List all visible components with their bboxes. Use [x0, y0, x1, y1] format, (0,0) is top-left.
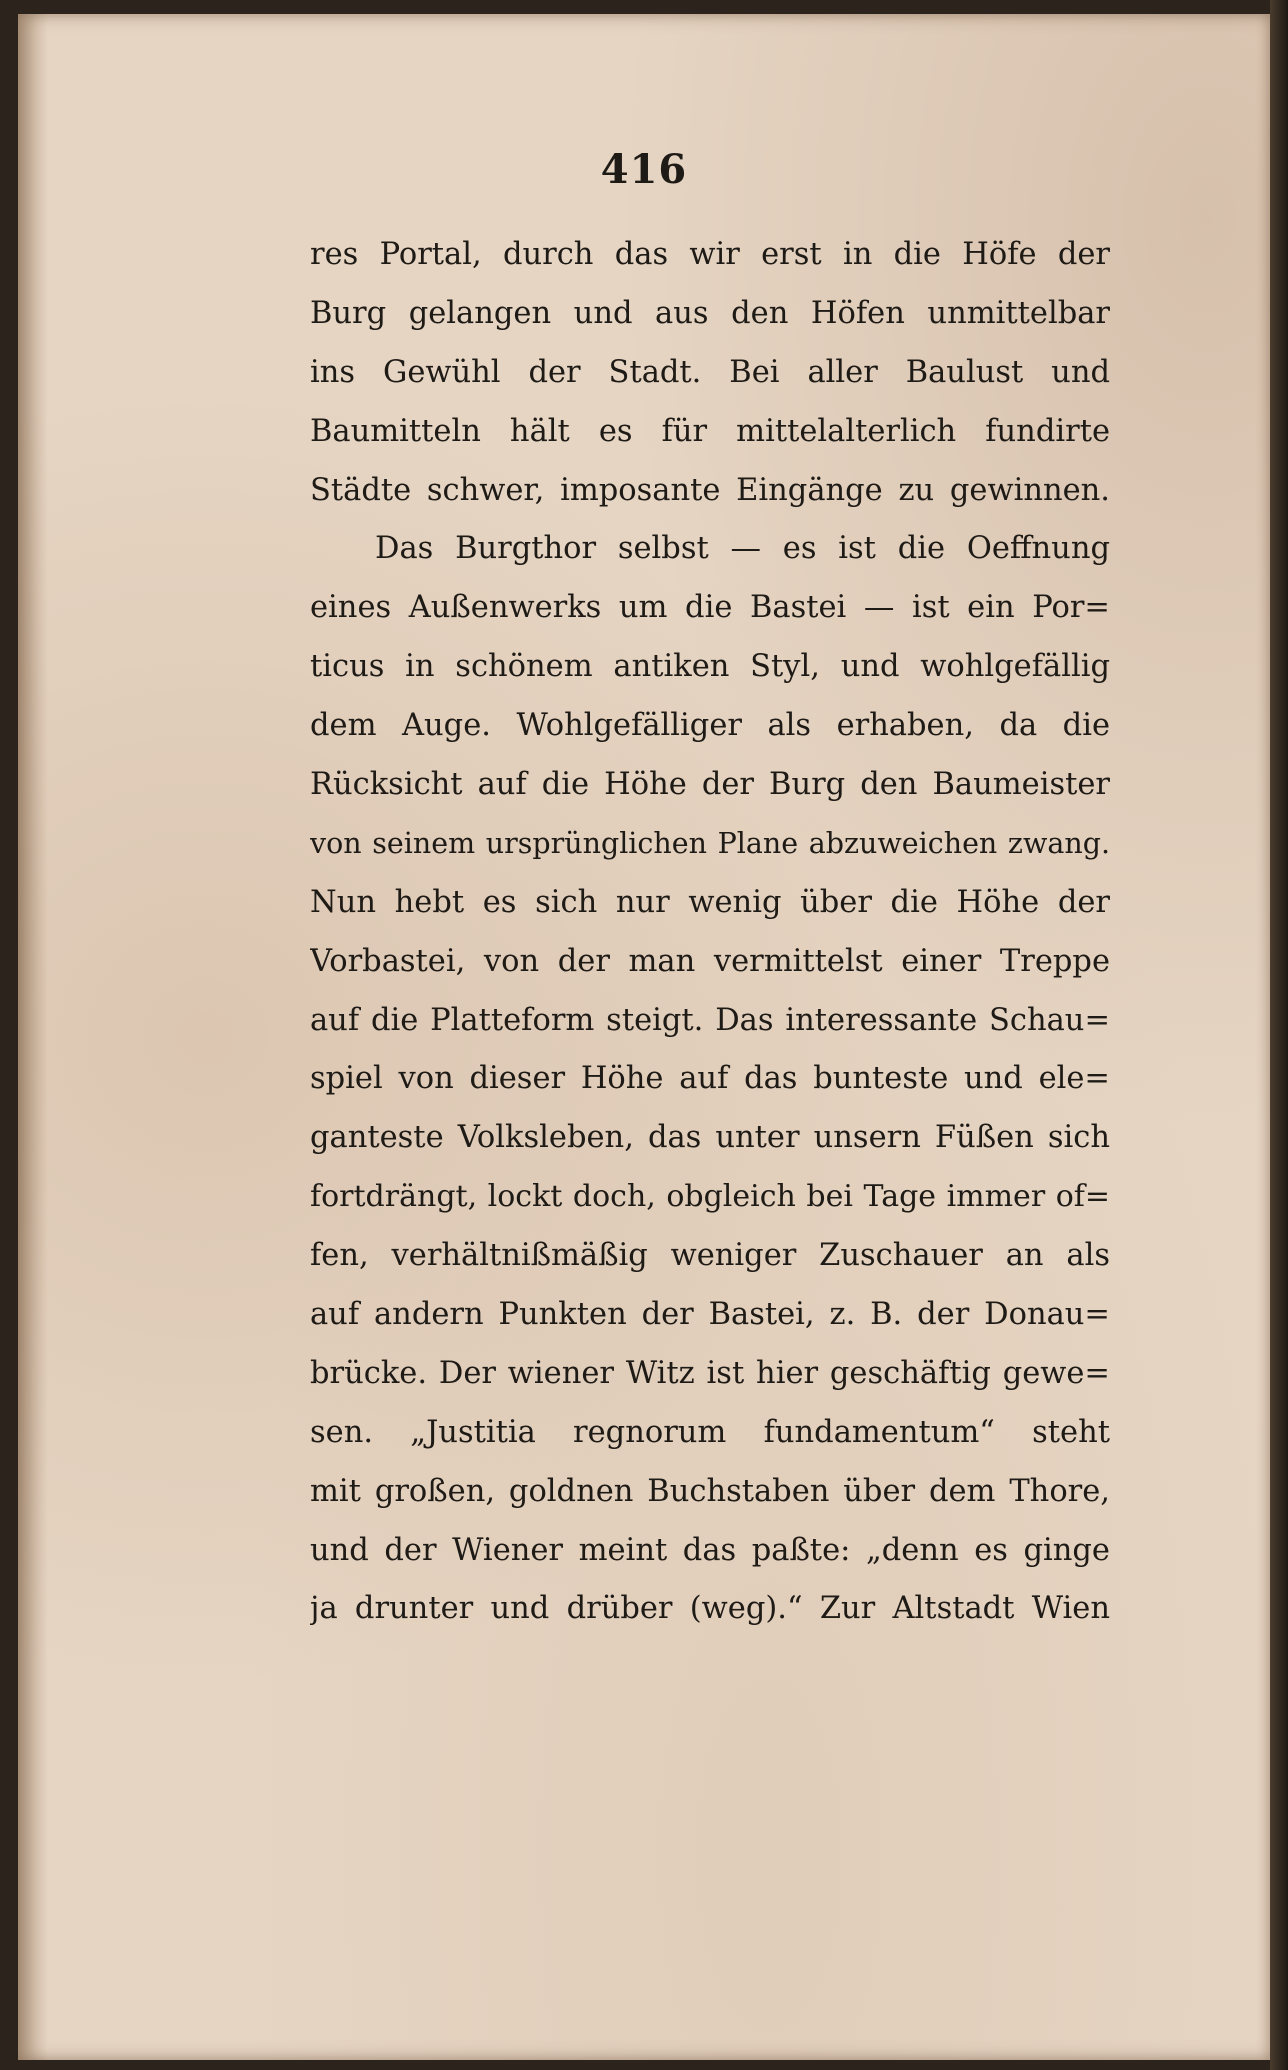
text-line: und der Wiener meint das paßte: „denn es ginge [310, 1532, 1110, 1568]
text-line: ticus in schönem antiken Styl, und wohlgefällig [310, 649, 1110, 685]
text-line: sen. „Justitia regnorum fundamentum“ steht [310, 1414, 1110, 1450]
spine-shadow [18, 14, 48, 2060]
text-line: mit großen, goldnen Buchstaben über dem Thore, [310, 1473, 1110, 1509]
text-line: dem Auge. Wohlgefälliger als erhaben, da die [310, 708, 1110, 744]
text-line: eines Außenwerks um die Bastei — ist ein Por= [310, 590, 1110, 626]
text-line: fortdrängt, lockt doch, obgleich bei Tage immer of= [310, 1179, 1110, 1215]
text-line: auf andern Punkten der Bastei, z. B. der Donau= [310, 1297, 1110, 1333]
text-line: brücke. Der wiener Witz ist hier geschäftig gewe= [310, 1355, 1110, 1391]
page-number: 416 [600, 146, 688, 193]
text-line: auf die Platteform steigt. Das interessante Schau= [310, 1002, 1110, 1038]
text-line: Baumitteln hält es für mittelalterlich fundirte [310, 413, 1110, 449]
text-line: Rücksicht auf die Höhe der Burg den Baumeister [310, 767, 1110, 803]
text-line: Burg gelangen und aus den Höfen unmittelbar [310, 295, 1110, 331]
text-line: Vorbastei, von der man vermittelst einer Treppe [310, 943, 1110, 979]
text-line: res Portal, durch das wir erst in die Höfe der [310, 237, 1110, 272]
text-line: ganteste Volksleben, das unter unsern Füßen sich [310, 1120, 1110, 1156]
text-line: ins Gewühl der Stadt. Bei aller Baulust und [310, 354, 1110, 390]
text-line: ja drunter und drüber (weg).“ Zur Altstadt Wien [310, 1591, 1110, 1627]
paragraph-start-line: Das Burgthor selbst — es ist die Oeffnung [375, 531, 1110, 567]
text-line: Städte schwer, imposante Eingänge zu gewinnen. [310, 472, 1110, 508]
text-line: spiel von dieser Höhe auf das bunteste und ele= [310, 1061, 1110, 1097]
page-edge [1270, 0, 1288, 2070]
text-line: Nun hebt es sich nur wenig über die Höhe der [310, 884, 1110, 920]
body-text [310, 226, 1110, 1639]
text-line: fen, verhältnißmäßig weniger Zuschauer an als [310, 1238, 1110, 1274]
text-line: von seinem ursprünglichen Plane abzuweichen zwang. [310, 826, 1110, 860]
